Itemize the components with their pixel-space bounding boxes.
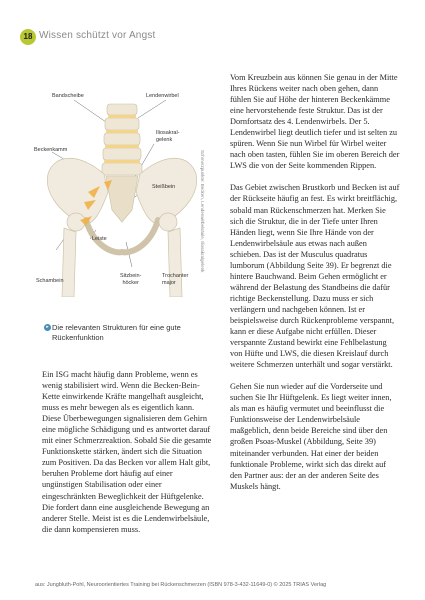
figure-credit: Schmerzpunkte: Becken, Lendenwirbelsäule, Iliosakralgelenk	[200, 150, 205, 273]
label-bandscheibe: Bandscheibe	[52, 93, 84, 99]
figure-caption: Die relevanten Strukturen für eine gute Rückenfunktion	[52, 323, 181, 342]
label-schambein: Schambein	[36, 278, 64, 284]
label-trochanter: Trochanter major	[162, 273, 189, 286]
label-lendenwirbel: Lendenwirbel	[146, 93, 179, 99]
caption-arrow-icon: ▸	[44, 324, 51, 331]
paragraph: Gehen Sie nun wieder auf die Vorderseite und suchen Sie Ihr Hüftgelenk. Es liegt weiter innen, als man es häufig vermutet und beeinflusst die Funktionsweise der Lendenwirbelsäule maßgeblich, denn beide Bereiche sind über den großen Psoas-Muskel (Abbildung, Seite 39) miteinander verbunden. Hat einer der beiden funktionale Probleme, wirkt sich das direkt auf den Partner aus: der an der anderen Seite des Muskels hängt.	[230, 382, 392, 491]
page-footer: aus: Jungbluth-Pohl, Neuroorientiertes Training bei Rückenschmerzen (ISBN 978-3-432-11649-0) © 2025 TRIAS Verlag	[35, 582, 327, 588]
label-leiste: Leiste	[92, 236, 107, 242]
label-iliosakralgelenk: Iliosakral- gelenk	[156, 130, 180, 143]
page-number: 18	[20, 29, 36, 45]
pelvis-illustration	[34, 82, 214, 297]
right-column	[230, 72, 400, 503]
paragraph: Das Gebiet zwischen Brustkorb und Becken ist auf der Rückseite häufig an fest. Es wirkt breitflächig, sobald man Rückenschmerzen hat. Merken Sie sich die Struktur, die in der Tiefe unter Ihren Händen liegt, wenn Sie Ihre Hände von der Lendenwirbelsäule aus etwas nach außen schieben. Das ist der Musculus quadratus lumborum (Abbildung Seite 39). Er begrenzt die hintere Bauchwand. Beim Gehen ermöglicht er während der Belastung des Standbeins die dafür richtige Beckenstellung. Dazu muss er sich verlängern und nachgeben können. Ist er beispielsweise durch Rückenprobleme verspannt, kann er diese Aufgabe nicht erfüllen. Dieser verspannte Zustand bewirkt eine Fehlbelastung von Hüfte und LWS, die diesen Kreislauf durch weitere Schmerzen unterhält und sogar verstärkt.	[230, 183, 400, 370]
label-steissbein: Steißbein	[152, 184, 176, 190]
label-beckenkamm: Beckenkamm	[34, 147, 68, 153]
left-column	[42, 369, 215, 546]
label-sitzbeinhoecker: Sitzbein- höcker	[120, 273, 142, 286]
running-title: Wissen schützt vor Angst	[39, 30, 156, 41]
paragraph: Ein ISG macht häufig dann Probleme, wenn es wenig stabilisiert wird. Wenn die Becken-Bein-Kette einwirkende Kräfte mangelhaft ausgleicht, muss es mehr bewegen als es eigentlich kann. Diese Überbewegungen signalisieren dem Gehirn eine mögliche Schädigung und es antwortet darauf mit einer Schmerzreaktion. Sobald Sie die gesamte Funktionskette stärken, ändert sich die Situation zum Positiven. Da das Becken vor allem Halt gibt, beruhen Probleme dort häufig auf einer ungünstigen Stabilisation oder einer eingeschränkten Beweglichkeit der Hüftgelenke. Die fordert dann eine ausgleichende Bewegung an anderer Stelle. Meist ist es die Lendenwirbelsäule, die dann kompensieren muss.	[42, 370, 212, 534]
pelvis-figure	[34, 82, 214, 297]
paragraph: Vom Kreuzbein aus können Sie genau in der Mitte Ihres Rückens weiter nach oben gehen, dann fühlen Sie auf Höhe der hinteren Beckenkämme eine hervorstehende feste Struktur. Das ist der Dornfortsatz des 4. Lendenwirbels. Der 5. Lendenwirbel liegt deutlich tiefer und ist selten zu spüren. Wenn Sie nun Wirbel für Wirbel weiter nach oben tasten, fühlen Sie im oberen Bereich der LWS die von der Seite kommenden Rippen.	[230, 73, 400, 171]
